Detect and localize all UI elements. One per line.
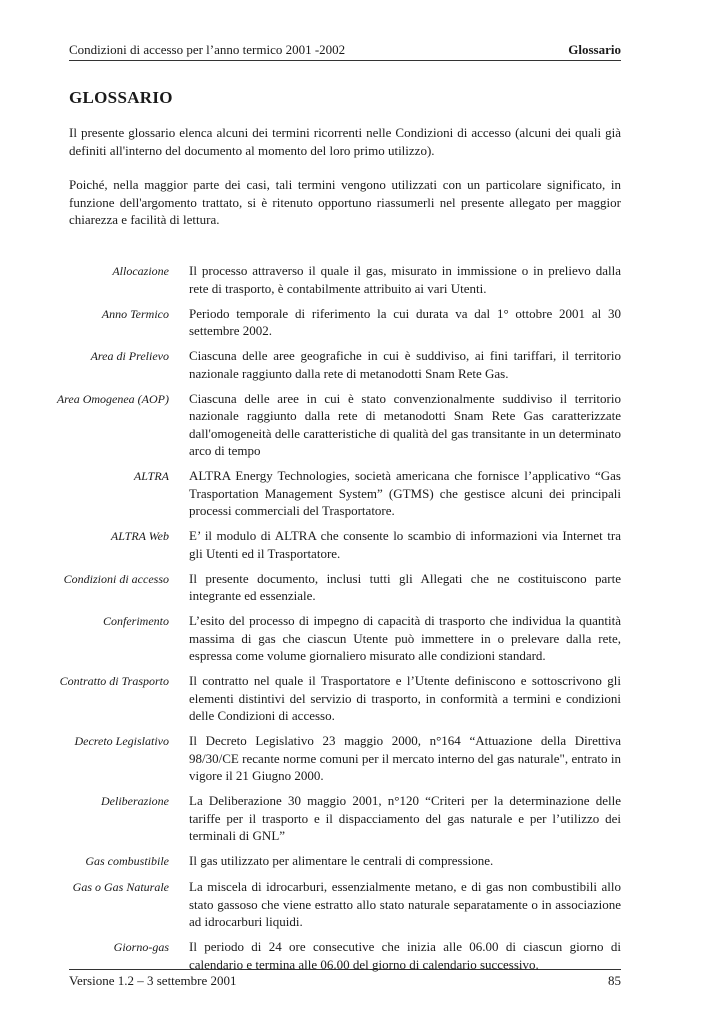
glossary-term: Condizioni di accesso <box>63 571 169 586</box>
glossary-term: Contratto di Trasporto <box>59 674 169 688</box>
glossary-term: Allocazione <box>112 264 169 278</box>
glossary-definition: Periodo temporale di riferimento la cui durata va dal 1° ottobre 2001 al 30 settembre 2002. <box>189 305 621 338</box>
glossary-entry <box>0 792 724 845</box>
glossary-definition: Ciascuna delle aree in cui è stato convenzionalmente suddiviso il territorio nazionale raggiunto dalla rete di metanodotti Snam Rete Gas caratterizzate dall'omogeneità delle caratteristiche di qualità del gas transitante in un determinato arco di tempo <box>189 390 621 458</box>
page-number: 85 <box>608 973 621 988</box>
header-divider <box>69 60 621 61</box>
glossary-term: Area di Prelievo <box>90 349 169 363</box>
glossary-term: ALTRA Web <box>110 529 169 543</box>
glossary-entry <box>0 347 724 382</box>
glossary-definition: Il periodo di 24 ore consecutive che inizia alle 06.00 di ciascun giorno di calendario e termina alle 06.00 del giorno di calendario successivo. <box>189 939 621 972</box>
glossary-definition: Il Decreto Legislativo 23 maggio 2000, n°164 “Attuazione della Direttiva 98/30/CE recante norme comuni per il mercato interno del gas naturale", entrato in vigore il 21 Giugno 2000. <box>189 733 621 783</box>
glossary-entry <box>0 467 724 520</box>
glossary-definition: Ciascuna delle aree geografiche in cui è suddiviso, ai fini tariffari, il territorio nazionale raggiunto dalla rete di metanodotti Snam Rete Gas. <box>189 348 621 381</box>
glossary-definition: La Deliberazione 30 maggio 2001, n°120 “Criteri per la determinazione delle tariffe per il trasporto e il dispacciamento del gas naturale e per l’utilizzo dei terminali di GNL” <box>189 793 621 843</box>
glossary-term: Gas o Gas Naturale <box>72 880 169 894</box>
glossary-entry <box>0 262 724 297</box>
glossary-entry <box>0 938 724 973</box>
glossary-entry <box>0 305 724 340</box>
glossary-list <box>0 262 724 981</box>
footer-divider <box>69 969 621 970</box>
page-header <box>69 42 621 62</box>
footer-version: Versione 1.2 – 3 settembre 2001 <box>69 973 237 988</box>
glossary-definition: Il gas utilizzato per alimentare le centrali di compressione. <box>189 853 494 868</box>
glossary-entry <box>0 570 724 605</box>
glossary-definition: Il processo attraverso il quale il gas, misurato in immissione o in prelievo dalla rete di trasporto, è contabilmente attribuito ai vari Utenti. <box>189 263 621 296</box>
intro-paragraph-1: Il presente glossario elenca alcuni dei termini ricorrenti nelle Condizioni di accesso (alcuni dei quali già definiti all'interno del documento al momento del loro primo utilizzo). <box>69 125 621 158</box>
glossary-term: Deliberazione <box>101 794 169 808</box>
glossary-term: Anno Termico <box>101 306 169 321</box>
glossary-entry <box>0 732 724 785</box>
glossary-term: Gas combustibile <box>85 854 169 868</box>
page-title: GLOSSARIO <box>69 88 173 107</box>
intro-paragraph-2: Poiché, nella maggior parte dei casi, tali termini vengono utilizzati con un particolare significato, in funzione dell'argomento trattato, si è ritenuto opportuno riassumerli nel presente allegato per maggior chiarezza e facilità di lettura. <box>69 177 621 227</box>
glossary-term: ALTRA <box>133 469 169 483</box>
glossary-term: Conferimento <box>103 614 169 628</box>
glossary-entry <box>0 527 724 562</box>
glossary-definition: E’ il modulo di ALTRA che consente lo scambio di informazioni via Internet tra gli Utenti ed il Trasportatore. <box>189 528 621 561</box>
glossary-entry <box>0 612 724 665</box>
glossary-term: Decreto Legislativo <box>74 734 169 748</box>
glossary-definition: Il contratto nel quale il Trasportatore e l’Utente definiscono e sottoscrivono gli elementi distintivi del servizio di trasporto, in conformità a termini e condizioni delle Condizioni di accesso. <box>189 673 621 723</box>
glossary-entry <box>0 390 724 460</box>
glossary-entry <box>0 852 724 871</box>
glossary-entry <box>0 878 724 931</box>
glossary-term: Giorno-gas <box>113 940 169 954</box>
glossary-entry <box>0 672 724 725</box>
glossary-definition: La miscela di idrocarburi, essenzialmente metano, e di gas non combustibili allo stato gassoso che viene estratto allo stato naturale separatamente o in associazione ad idrocarburi liquidi. <box>189 879 621 929</box>
glossary-definition: L’esito del processo di impegno di capacità di trasporto che individua la quantità massima di gas che ciascun Utente può immettere in o prelevare dalla rete, espressa come volume giornaliero misurato alle condizioni standard. <box>189 613 621 663</box>
header-document-title: Condizioni di accesso per l’anno termico 2001 -2002 <box>69 42 346 57</box>
glossary-definition: Il presente documento, inclusi tutti gli Allegati che ne costituiscono parte integrante ed essenziale. <box>189 570 621 603</box>
glossary-definition: ALTRA Energy Technologies, società americana che fornisce l’applicativo “Gas Trasportation Management System” (GTMS) che gestisce alcuni dei principali processi commerciali del Trasportatore. <box>189 468 621 518</box>
header-section-name: Glossario <box>568 42 621 57</box>
glossary-term: Area Omogenea (AOP) <box>56 391 169 406</box>
